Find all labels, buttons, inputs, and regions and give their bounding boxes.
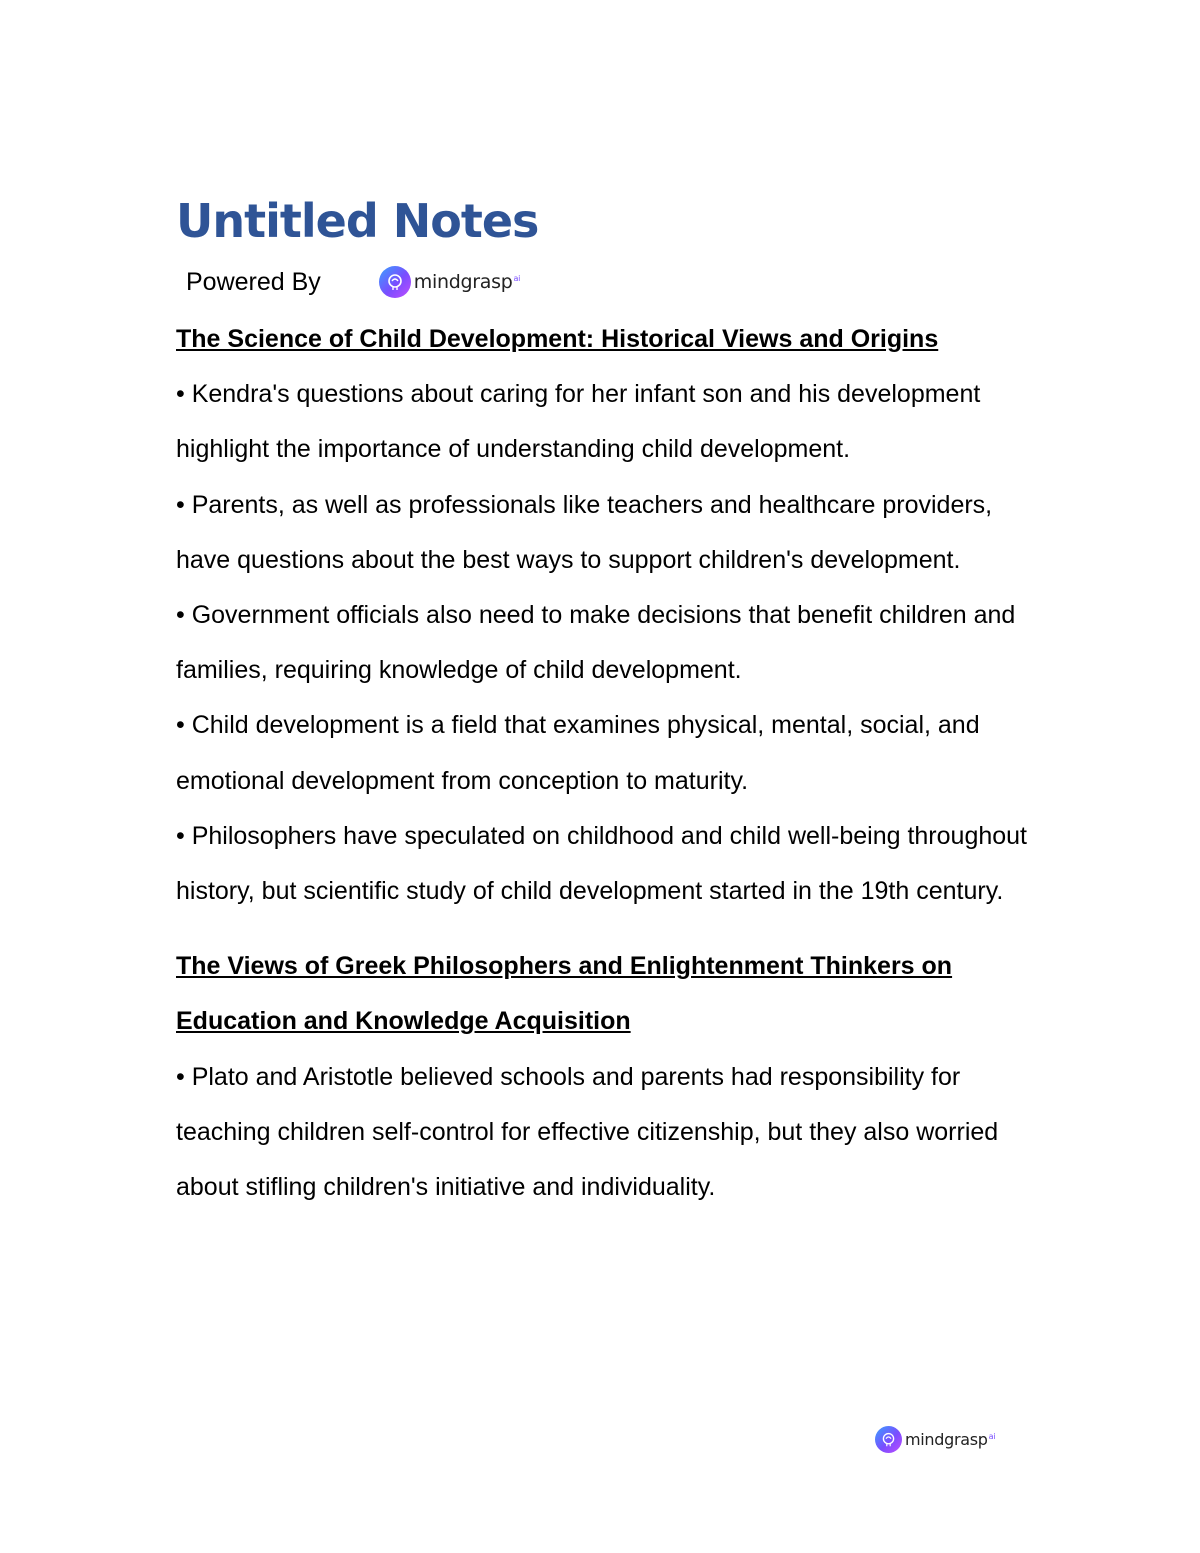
bullet-item: • Plato and Aristotle believed schools and parents had responsibility for teaching children self-control for effective citizenship, but they also worried about stifling children's initiative and individuality. (176, 1062, 999, 1202)
footer-logo (875, 1426, 995, 1453)
section-1 (176, 312, 1036, 919)
notes-content (176, 312, 1036, 1215)
section-heading: The Views of Greek Philosophers and Enlightenment Thinkers on Education and Knowledge Acquisition (176, 952, 953, 1036)
brain-head-icon (379, 266, 411, 298)
footer-logo-wordmark: mindgrasp$^{ai}$ (905, 1430, 996, 1449)
section-2 (176, 939, 1036, 1215)
powered-by-label: Powered By (186, 267, 321, 296)
logo-superscript: ai (513, 273, 520, 283)
bullet-item: • Government officials also need to make decisions that benefit children and families, requiring knowledge of child development. (176, 601, 1016, 685)
mindgrasp-logo (379, 266, 520, 298)
bullet-item: • Kendra's questions about caring for her infant son and his development highlight the importance of understanding child development. (176, 380, 981, 464)
section-heading: The Science of Child Development: Historical Views and Origins (176, 325, 939, 353)
bullet-item: • Philosophers have speculated on childhood and child well-being throughout history, but scientific study of child development started in the 19th century. (176, 821, 1028, 906)
brain-head-icon (875, 1426, 902, 1453)
bullet-item: • Parents, as well as professionals like teachers and healthcare providers, have questions about the best ways to support children's development. (176, 490, 993, 574)
logo-wordmark: mindgrasp$^{ai}$ (413, 271, 520, 293)
page-title: Untitled Notes (176, 194, 539, 248)
bullet-item: • Child development is a field that examines physical, mental, social, and emotional development from conception to maturity. (176, 711, 980, 795)
footer-logo-superscript: ai (988, 1431, 996, 1441)
powered-by-row (186, 262, 520, 302)
